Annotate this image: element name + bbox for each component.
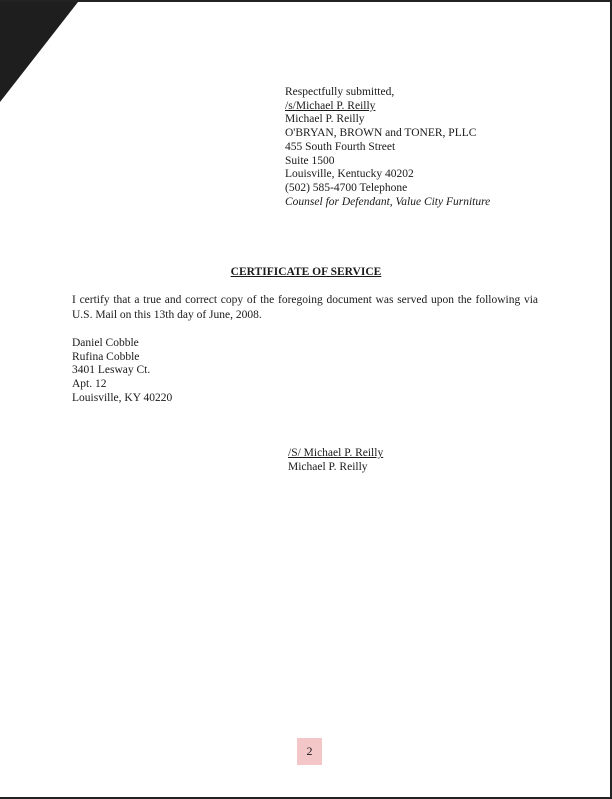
recipient-line: Apt. 12: [72, 378, 107, 391]
certificate-body: I certify that a true and correct copy of the foregoing document was served upon the following via U.S. Mail on this 13th day of June, 2008.: [72, 294, 538, 321]
recipient-line: 3401 Lesway Ct.: [72, 364, 151, 377]
recipient-line: Rufina Cobble: [72, 350, 140, 363]
service-signature-block: [288, 446, 383, 474]
firm-city: Louisville, Kentucky 40202: [285, 168, 414, 181]
recipient-line: Louisville, KY 40220: [72, 391, 173, 404]
recipient-line: Daniel Cobble: [72, 337, 139, 349]
recipient-address: [72, 337, 172, 406]
electronic-signature: /s/Michael P. Reilly: [285, 99, 376, 112]
certificate-heading: CERTIFICATE OF SERVICE: [230, 266, 382, 278]
firm-suite: Suite 1500: [285, 154, 335, 167]
service-signature: /S/ Michael P. Reilly: [288, 447, 384, 459]
counsel-role: Counsel for Defendant, Value City Furniture: [285, 195, 491, 208]
page-number: 2: [297, 738, 322, 765]
service-signer-name: Michael P. Reilly: [288, 461, 368, 473]
firm-name: O'BRYAN, BROWN and TONER, PLLC: [285, 127, 477, 140]
firm-street: 455 South Fourth Street: [285, 140, 396, 153]
attorney-name: Michael P. Reilly: [285, 113, 365, 126]
firm-phone: (502) 585-4700 Telephone: [285, 181, 408, 194]
scan-corner-fold: [0, 2, 78, 102]
signature-closing: Respectfully submitted,: [285, 86, 395, 98]
signature-block: [285, 86, 490, 209]
